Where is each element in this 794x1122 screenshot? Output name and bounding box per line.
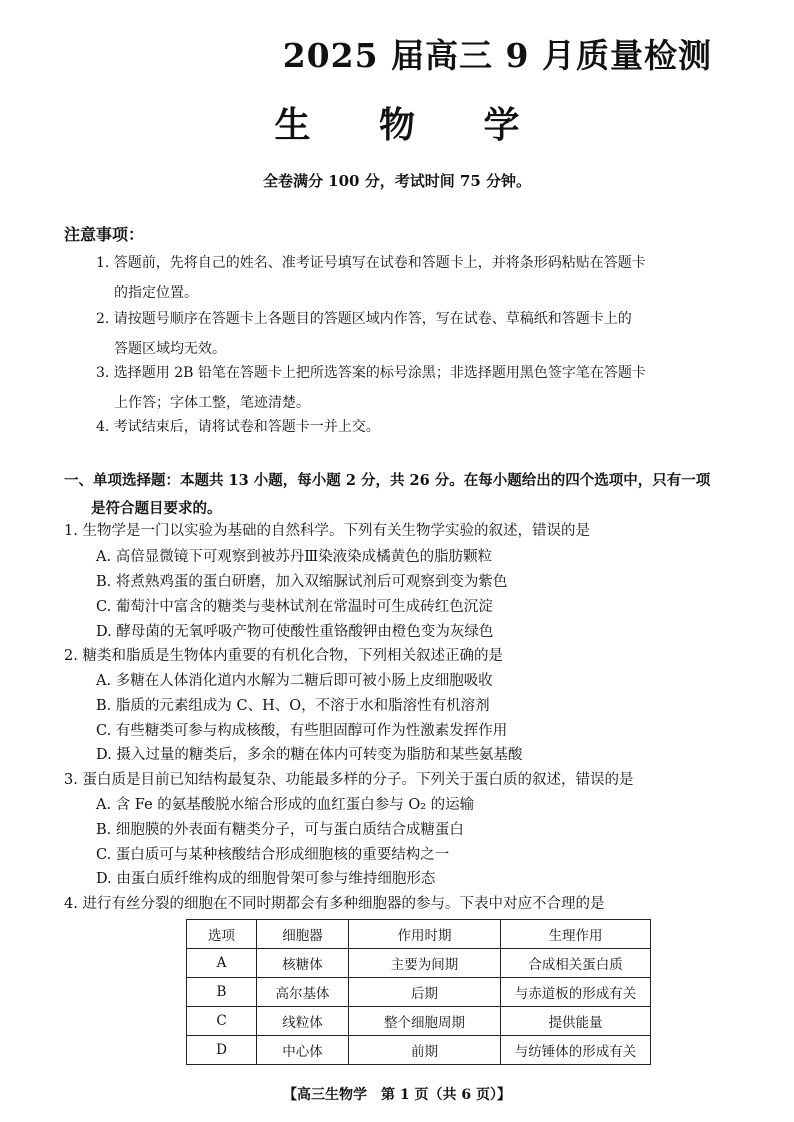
table-row <box>187 949 651 978</box>
note-line: 的指定位置。 <box>114 285 198 301</box>
note-item <box>96 358 776 418</box>
note-item <box>96 248 776 308</box>
note-line: 上作答；字体工整，笔迹清楚。 <box>114 395 310 411</box>
note-line: 1. 答题前，先将自己的姓名、准考证号填写在试卷和答题卡上，并将条形码粘贴在答题卡 <box>96 255 646 271</box>
section-line: 是符合题目要求的。 <box>91 500 222 517</box>
table-cell: B <box>187 978 257 1007</box>
question-stem: 2. 糖类和脂质是生物体内重要的有机化合物，下列相关叙述正确的是 <box>64 648 503 664</box>
table-cell: 合成相关蛋白质 <box>501 949 651 978</box>
table-header-cell: 作用时期 <box>349 920 501 949</box>
note-line: 3. 选择题用 2B 铅笔在答题卡上把所选答案的标号涂黑；非选择题用黑色签字笔在答题卡 <box>96 365 646 381</box>
question-option: B. 细胞膜的外表面有糖类分子，可与蛋白质结合成糖蛋白 <box>96 822 464 838</box>
question-option: A. 高倍显微镜下可观察到被苏丹Ⅲ染液染成橘黄色的脂肪颗粒 <box>96 549 493 565</box>
question-option: B. 将煮熟鸡蛋的蛋白研磨，加入双缩脲试剂后可观察到变为紫色 <box>96 574 508 590</box>
subject-title: 生 物 学 <box>274 104 548 146</box>
table-header-cell: 选项 <box>187 920 257 949</box>
note-line: 2. 请按题号顺序在答题卡上各题目的答题区域内作答，写在试卷、草稿纸和答题卡上的 <box>96 311 632 327</box>
question-option: C. 蛋白质可与某种核酸结合形成细胞核的重要结构之一 <box>96 847 450 863</box>
table-cell: 主要为间期 <box>349 949 501 978</box>
question-option: D. 由蛋白质纤维构成的细胞骨架可参与维持细胞形态 <box>96 871 436 887</box>
table-header-cell: 细胞器 <box>257 920 349 949</box>
table-cell: 中心体 <box>257 1036 349 1065</box>
table-cell: 与赤道板的形成有关 <box>501 978 651 1007</box>
question-stem: 1. 生物学是一门以实验为基础的自然科学。下列有关生物学实验的叙述，错误的是 <box>64 523 590 539</box>
section-line: 一、单项选择题：本题共 13 小题，每小题 2 分，共 26 分。在每小题给出的四个选项中，只有一项 <box>64 472 711 489</box>
question-stem: 3. 蛋白质是目前已知结构最复杂、功能最多样的分子。下列关于蛋白质的叙述，错误的是 <box>64 772 634 788</box>
note-item <box>96 304 776 364</box>
question-option: A. 多糖在人体消化道内水解为二糖后即可被小肠上皮细胞吸收 <box>96 673 493 689</box>
table-cell: 整个细胞周期 <box>349 1007 501 1036</box>
note-item <box>96 412 776 442</box>
table-cell: 与纺锤体的形成有关 <box>501 1036 651 1065</box>
section-heading <box>64 467 780 523</box>
table-cell: 后期 <box>349 978 501 1007</box>
organelle-table <box>186 919 651 1065</box>
question-option: B. 脂质的元素组成为 C、H、O，不溶于水和脂溶性有机溶剂 <box>96 698 490 714</box>
question-stem: 4. 进行有丝分裂的细胞在不同时期都会有多种细胞器的参与。下表中对应不合理的是 <box>64 896 605 912</box>
question-option: C. 葡萄汁中富含的糖类与斐林试剂在常温时可生成砖红色沉淀 <box>96 599 493 615</box>
table-row <box>187 1036 651 1065</box>
question-option: A. 含 Fe 的氨基酸脱水缩合形成的血红蛋白参与 O₂ 的运输 <box>96 797 475 813</box>
question-option: C. 有些糖类可参与构成核酸，有些胆固醇可作为性激素发挥作用 <box>96 723 508 739</box>
table-cell: 前期 <box>349 1036 501 1065</box>
question-option: D. 酵母菌的无氧呼吸产物可使酸性重铬酸钾由橙色变为灰绿色 <box>96 624 494 640</box>
question-option: D. 摄入过量的糖类后，多余的糖在体内可转变为脂肪和某些氨基酸 <box>96 747 523 763</box>
table-cell: 高尔基体 <box>257 978 349 1007</box>
table-cell: C <box>187 1007 257 1036</box>
table-cell: D <box>187 1036 257 1065</box>
notes-heading: 注意事项： <box>64 225 145 244</box>
table-row <box>187 978 651 1007</box>
table-row <box>187 1007 651 1036</box>
table-cell: 线粒体 <box>257 1007 349 1036</box>
note-line: 答题区域均无效。 <box>114 341 226 357</box>
note-line: 4. 考试结束后，请将试卷和答题卡一并上交。 <box>96 419 380 435</box>
exam-title: 2025 届高三 9 月质量检测 <box>282 36 712 75</box>
table-header-cell: 生理作用 <box>501 920 651 949</box>
table-cell: 核糖体 <box>257 949 349 978</box>
page-footer: 【高三生物学 第 1 页（共 6 页）】 <box>283 1087 511 1103</box>
table-cell: 提供能量 <box>501 1007 651 1036</box>
score-info: 全卷满分 100 分，考试时间 75 分钟。 <box>262 172 532 190</box>
table-cell: A <box>187 949 257 978</box>
table-header-row <box>187 920 651 949</box>
